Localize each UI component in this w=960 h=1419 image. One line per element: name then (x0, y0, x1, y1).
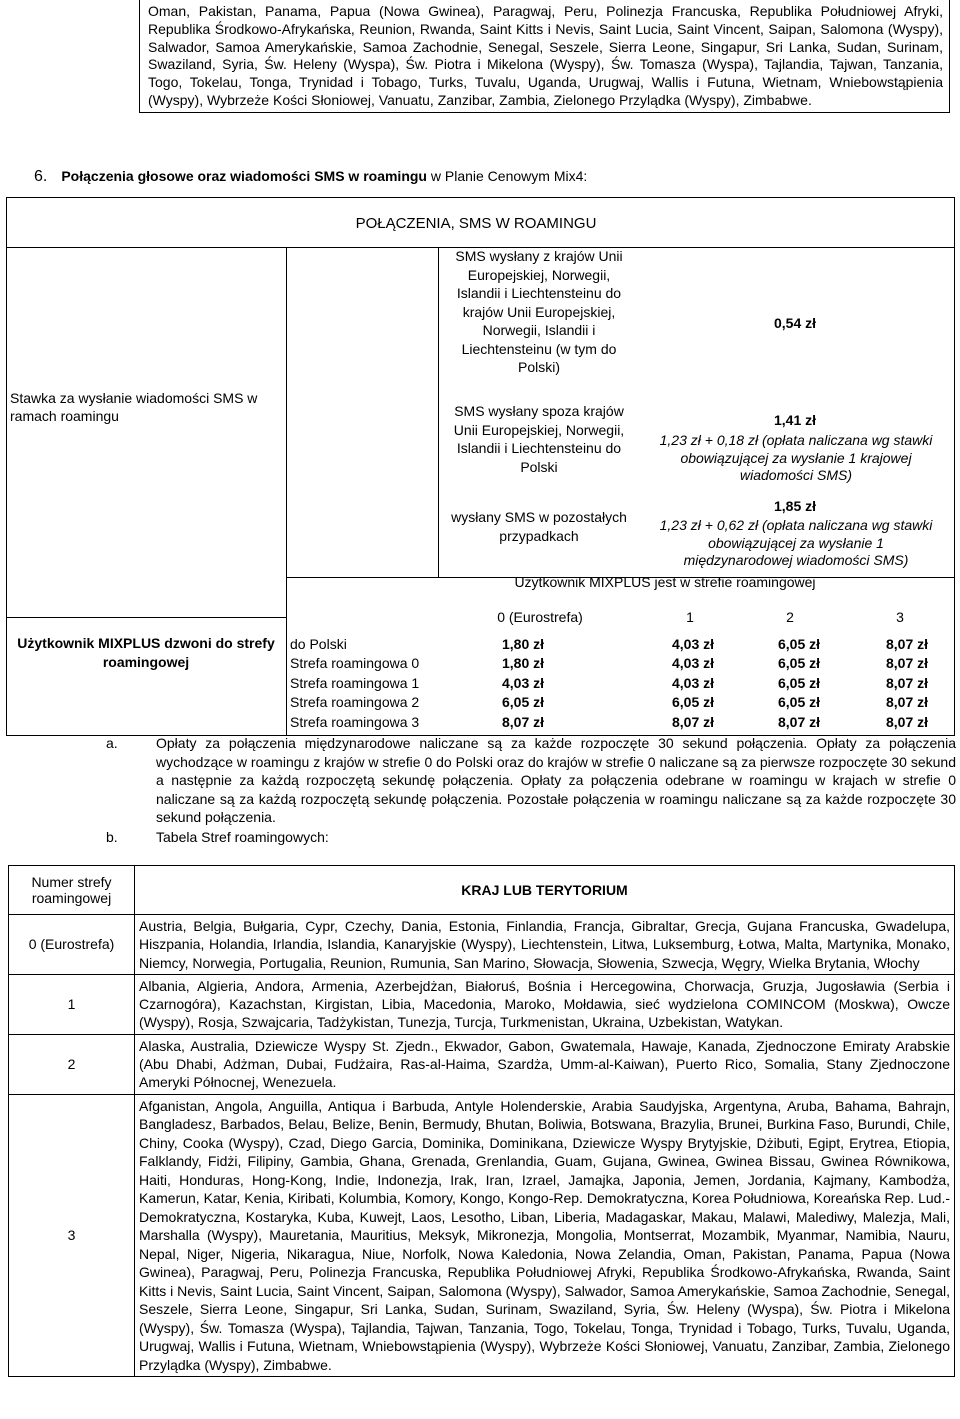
sms-row-3-note: 1,23 zł + 0,62 zł (opłata naliczana wg stawki obowiązującej za wysłanie 1 międzynarodowej wiadomości SMS) (659, 517, 933, 568)
zone-countries: Austria, Belgia, Bułgaria, Cypr, Czechy, Dania, Estonia, Finlandia, Francja, Gibraltar, Grecja, Gujana Francuska, Gwadelupa, Hiszpania, Holandia, Irlandia, Islandia, Kanaryjskie (Wyspy), Liechtenstein, Litwa, Luksemburg, Łotwa, Malta, Martynika, Monako, Niemcy, Norwegia, Portugalia, Reunion, Rumunia, San Marino, Słowacja, Słowenia, Szwecja, Węgry, Wielka Brytania, Włochy (135, 915, 955, 975)
call-price: 4,03 zł (672, 675, 715, 691)
call-row (290, 675, 945, 694)
call-price: 4,03 zł (672, 655, 715, 671)
call-row (290, 694, 945, 713)
sms-row-3-price: 1,85 zł (773, 498, 817, 514)
call-price: 8,07 zł (778, 714, 821, 730)
note-b-text: Tabela Stref roamingowych: (156, 828, 329, 845)
zone-col-0: 0 (Eurostrefa) (497, 609, 583, 625)
call-price: 6,05 zł (778, 636, 821, 652)
zone-col-3: 3 (896, 609, 904, 625)
call-row-dest: Strefa roamingowa 1 (290, 675, 420, 691)
call-row-dest: Strefa roamingowa 2 (290, 694, 420, 710)
call-row (290, 714, 945, 733)
zone-columns (0, 609, 960, 629)
call-label: Użytkownik MIXPLUS dzwoni do strefy roamingowej (17, 635, 275, 670)
sms-row-2-price: 1,41 zł (773, 412, 817, 428)
zones-header-row (9, 866, 955, 915)
zone-row (9, 915, 955, 975)
sms-rate-label: Stawka za wysłanie wiadomości SMS w ramach roamingu (10, 390, 258, 424)
zone-num: 0 (Eurostrefa) (9, 915, 135, 975)
zone-col-1: 1 (686, 609, 694, 625)
zone-num: 1 (9, 974, 135, 1034)
call-price: 6,05 zł (778, 694, 821, 710)
top-countries-text: Oman, Pakistan, Panama, Papua (Nowa Gwinea), Paragwaj, Peru, Polinezja Francuska, Republika Południowej Afryki, Republika Środkowo-Afrykańska, Reunion, Rwanda, Saint Kitts i Nevis, Saint Lucia, Saint Vincent, Saipan, Salomona (Wyspy), Salwador, Samoa Amerykańskie, Samoa Zachodnie, Senegal, Seszele, Sierra Leone, Singapur, Sri Lanka, Sudan, Surinam, Swaziland, Syria, Św. Heleny (Wyspa), Św. Piotra i Mikelona (Wyspy), Św. Tomasza (Wyspa), Tajlandia, Tajwan, Tanzania, Togo, Tokelau, Tonga, Trynidad i Tobago, Turks, Tuvalu, Uganda, Urugwaj, Wallis i Futuna, Wietnam, Wniebowstąpienia (Wyspy), Wybrzeże Kości Słoniowej, Vanuatu, Zanzibar, Zambia, Zielonego Przylądka (Wyspy), Zimbabwe. (140, 0, 950, 112)
call-price: 6,05 zł (502, 694, 545, 710)
call-price: 8,07 zł (886, 694, 929, 710)
user-zone-header: Użytkownik MIXPLUS jest w strefie roamingowej (514, 574, 816, 590)
roaming-table (0, 197, 955, 735)
top-countries-table (139, 0, 950, 113)
section-title-bold: Połączenia głosowe oraz wiadomości SMS w roamingu (61, 168, 427, 184)
zone-countries: Alaska, Australia, Dziewicze Wyspy St. Zjedn., Ekwador, Gabon, Gwatemala, Hawaje, Kanada, Zjednoczone Emiraty Arabskie (Abu Dhabi, Adżman, Dubai, Fudżaira, Ras-al-Haima, Szardża, Umm-al-Kaiwan), Puerto Rico, Somalia, Stany Zjednoczone Ameryki Północnej, Wenezuela. (135, 1034, 955, 1094)
call-row-dest: Strefa roamingowa 0 (290, 655, 420, 671)
zone-row (9, 974, 955, 1034)
sms-row-1-desc: SMS wysłany z krajów Unii Europejskiej, Norwegii, Islandii i Liechtensteinu do krajów Unii Europejskiej, Norwegii, Islandii i Liechtensteinu (w tym do Polski) (455, 248, 623, 375)
note-a-marker: a. (106, 735, 118, 751)
call-price: 8,07 zł (886, 636, 929, 652)
notes (106, 734, 956, 847)
note-a-text: Opłaty za połączenia międzynarodowe naliczane są za każde rozpoczęte 30 sekund połączenia. Opłaty za połączenia wychodzące w roamingu z krajów w strefie 0 do Polski oraz do krajów w strefie 0 naliczane są za pierwsze rozpoczęte 30 sekund a następnie za każdą rozpoczętą sekundę połączenia. Opłaty za połączenia odebrane w roamingu w krajach w strefie 0 naliczane są za każdą rozpoczętą sekundę połączenia. Pozostałe połączenia w roamingu naliczane są za każde rozpoczęte 30 sekund połączenia. (156, 735, 956, 826)
call-price: 4,03 zł (502, 675, 545, 691)
call-price: 6,05 zł (778, 655, 821, 671)
sms-row-1-price: 0,54 zł (773, 315, 817, 331)
zones-header-num: Numer strefy roamingowej (9, 866, 135, 915)
zones-header-country: KRAJ LUB TERYTORIUM (135, 866, 955, 915)
note-b (106, 828, 956, 847)
call-price: 1,80 zł (502, 636, 545, 652)
call-row (290, 655, 945, 674)
call-row-dest: do Polski (290, 636, 347, 652)
section-heading (34, 168, 587, 186)
call-price: 4,03 zł (672, 636, 715, 652)
call-price: 1,80 zł (502, 655, 545, 671)
call-row (290, 636, 945, 655)
roaming-header: POŁĄCZENIA, SMS W ROAMINGU (355, 215, 597, 232)
zone-row (9, 1094, 955, 1377)
note-a (106, 734, 956, 827)
note-b-marker: b. (106, 828, 118, 845)
call-price: 8,07 zł (502, 714, 545, 730)
sms-row-2-desc: SMS wysłany spoza krajów Unii Europejskiej, Norwegii, Islandii i Liechtensteinu do Polski (453, 403, 625, 475)
section-title-rest: w Planie Cenowym Mix4: (430, 168, 588, 184)
call-row-dest: Strefa roamingowa 3 (290, 714, 420, 730)
call-price: 6,05 zł (778, 675, 821, 691)
zone-countries: Afganistan, Angola, Anguilla, Antiqua i Barbuda, Antyle Holenderskie, Arabia Saudyjska, Argentyna, Aruba, Bahama, Bahrajn, Bangladesz, Barbados, Belau, Belize, Benin, Bermudy, Bhutan, Boliwia, Botswana, Brazylia, Brunei, Burkina Faso, Burundi, Chile, Chiny, Cooka (Wyspy), Czad, Diego Garcia, Dominika, Dominikana, Dziewicze Wyspy Brytyjskie, Dżibuti, Egipt, Erytrea, Etiopia, Falklandy, Fidżi, Filipiny, Gambia, Ghana, Grenada, Grenlandia, Guam, Gujana, Gwinea, Gwinea Bissau, Gwinea Równikowa, Haiti, Honduras, Hong-Kong, Indie, Indonezja, Irak, Iran, Izrael, Jamajka, Japonia, Jemen, Jordania, Kajmany, Kambodża, Kamerun, Katar, Kenia, Kiribati, Kolumbia, Komory, Kongo, Kongo-Rep. Demokratyczna, Korea Południowa, Koreańska Rep. Lud.-Demokratyczna, Kostaryka, Kuba, Kuwejt, Laos, Lesotho, Liban, Liberia, Madagaskar, Makau, Malawi, Malediwy, Malezja, Mali, Marshalla (Wyspy), Mauretania, Mauritius, Meksyk, Mikronezja, Mongolia, Montserrat, Mozambik, Myanmar, Namibia, Nauru, Nepal, Niger, Nigeria, Nikaragua, Niue, Norfolk, Nowa Kaledonia, Nowa Zelandia, Oman, Pakistan, Panama, Papua (Nowa Gwinea), Paragwaj, Peru, Polinezja Francuska, Republika Południowej Afryki, Republika Środkowo-Afrykańska, Rwanda, Saint Kitts i Nevis, Saint Lucia, Saint Vincent, Saipan, Salomona (Wyspy), Salwador, Samoa Amerykańskie, Samoa Zachodnie, Senegal, Seszele, Sierra Leone, Singapur, Sri Lanka, Sudan, Surinam, Swaziland, Syria, Św. Heleny (Wyspa), Św. Piotra i Mikelona (Wyspy), Św. Tomasza (Wyspa), Tajlandia, Tajwan, Tanzania, Togo, Tokelau, Tonga, Trynidad i Tobago, Turks, Tuvalu, Uganda, Urugwaj, Wallis i Futuna, Wietnam, Wniebowstąpienia (Wyspy), Wybrzeże Kości Słoniowej, Vanuatu, Zanzibar, Zambia, Zielonego Przylądka (Wyspy), Zimbabwe. (135, 1094, 955, 1377)
call-price: 8,07 zł (886, 675, 929, 691)
zone-num: 2 (9, 1034, 135, 1094)
call-price: 6,05 zł (672, 694, 715, 710)
zone-col-2: 2 (786, 609, 794, 625)
sms-row-2-note: 1,23 zł + 0,18 zł (opłata naliczana wg stawki obowiązującej za wysłanie 1 krajowej wiadomości SMS) (659, 432, 933, 483)
sms-row-3-desc: wysłany SMS w pozostałych przypadkach (451, 509, 627, 544)
call-price: 8,07 zł (886, 655, 929, 671)
zones-table (8, 865, 955, 1377)
section-number: 6. (34, 168, 48, 185)
call-price: 8,07 zł (672, 714, 715, 730)
zone-countries: Albania, Algieria, Andora, Armenia, Azerbejdżan, Białoruś, Bośnia i Hercegowina, Chorwacja, Gruzja, Jugosławia (Serbia i Czarnogóra), Kazachstan, Kirgistan, Libia, Macedonia, Maroko, Mołdawia, sieć wydzielona COMINCOM (Moskwa), Owcze (Wyspy), Rosja, Szwajcaria, Tadżykistan, Tunezja, Turcja, Turkmenistan, Ukraina, Uzbekistan, Watykan. (135, 974, 955, 1034)
zone-row (9, 1034, 955, 1094)
call-price: 8,07 zł (886, 714, 929, 730)
zone-num: 3 (9, 1094, 135, 1377)
